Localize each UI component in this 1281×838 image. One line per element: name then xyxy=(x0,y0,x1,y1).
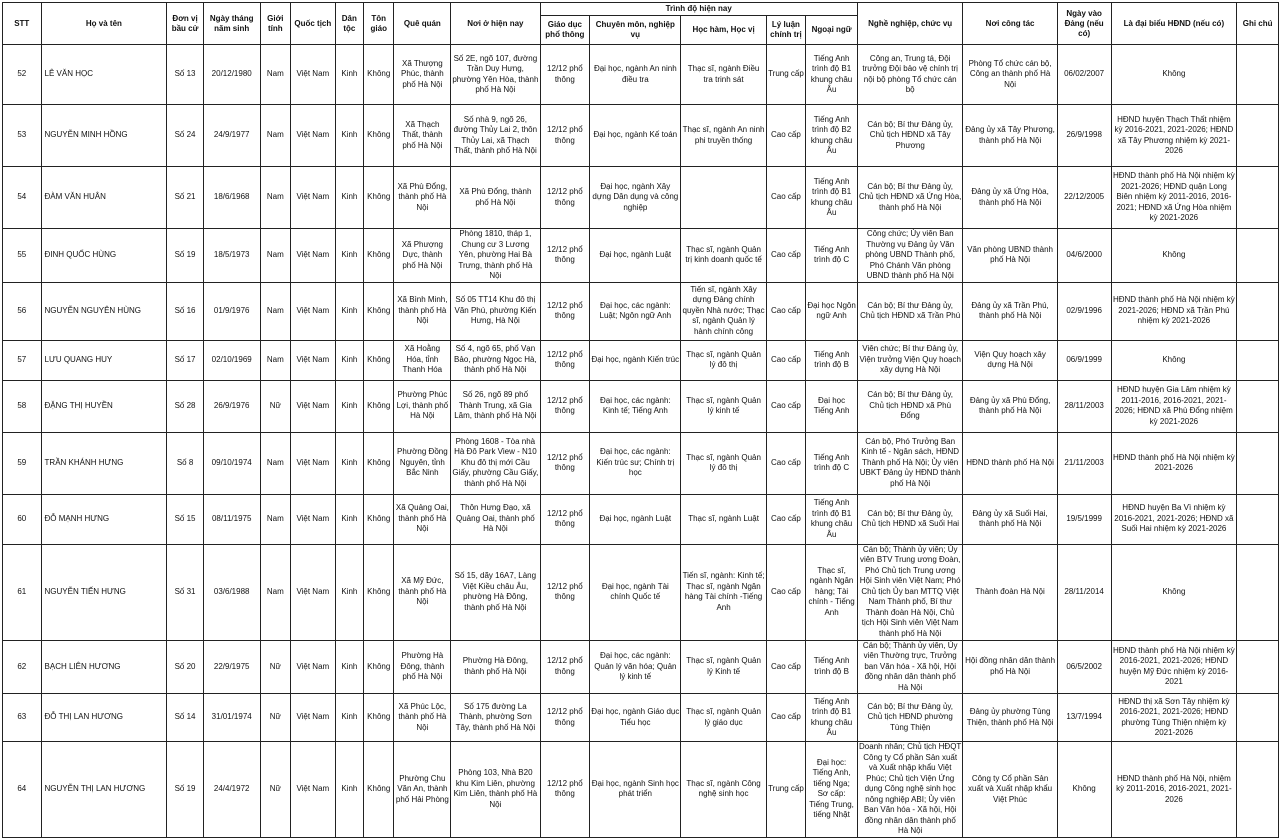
cell-party: 04/6/2000 xyxy=(1057,229,1111,283)
cell-delegate: HĐND huyện Ba Vì nhiệm kỳ 2016-2021, 2021-2026; HĐND xã Suối Hai nhiệm kỳ 2021-2026 xyxy=(1111,494,1237,544)
cell-delegate: Không xyxy=(1111,229,1237,283)
cell-delegate: HĐND huyện Gia Lâm nhiệm kỳ 2011-2016, 2016-2021, 2021-2026; HĐND xã Phù Đổng nhiệm kỳ 2021-2026 xyxy=(1111,380,1237,432)
cell-lang: Đại học: Tiếng Anh, tiếng Nga; Sơ cấp: Tiếng Trung, tiếng Nhật xyxy=(806,742,858,838)
cell-job: Cán bộ; Thành ủy viên, Ủy viên Thường trực, Trưởng ban Văn hóa - Xã hội, Hội đồng nhân dân thành phố Hà Nội xyxy=(857,640,962,694)
cell-religion: Không xyxy=(364,45,394,105)
cell-prof: Đại học, ngành Tài chính Quốc tế xyxy=(590,544,681,640)
cell-stt: 56 xyxy=(3,282,42,340)
cell-nation: Việt Nam xyxy=(291,45,336,105)
header-nation: Quốc tịch xyxy=(291,3,336,45)
cell-note xyxy=(1237,742,1279,838)
cell-edu: 12/12 phổ thông xyxy=(540,640,590,694)
cell-lang: Đại học Ngôn ngữ Anh xyxy=(806,282,858,340)
cell-edu: 12/12 phổ thông xyxy=(540,694,590,742)
table-body xyxy=(3,45,1279,838)
cell-ethnic: Kinh xyxy=(335,544,363,640)
cell-degree: Thạc sĩ, ngành Quản lý Kinh tế xyxy=(681,640,766,694)
cell-dob: 31/01/1974 xyxy=(203,694,260,742)
cell-ethnic: Kinh xyxy=(335,45,363,105)
cell-degree: Thạc sĩ, ngành Quản lý giáo dục xyxy=(681,694,766,742)
cell-residence: Xã Phù Đổng, thành phố Hà Nội xyxy=(451,167,540,229)
cell-job: Cán bộ; Bí thư Đảng ủy, Chủ tịch HĐND phường Tùng Thiện xyxy=(857,694,962,742)
cell-residence: Thôn Hưng Đạo, xã Quảng Oai, thành phố Hà Nội xyxy=(451,494,540,544)
cell-ethnic: Kinh xyxy=(335,282,363,340)
cell-workplace: Đảng ủy phường Tùng Thiện, thành phố Hà Nội xyxy=(963,694,1057,742)
cell-nation: Việt Nam xyxy=(291,340,336,380)
cell-stt: 61 xyxy=(3,544,42,640)
cell-hometown: Xã Bình Minh, thành phố Hà Nội xyxy=(394,282,451,340)
header-religion: Tôn giáo xyxy=(364,3,394,45)
cell-hometown: Xã Hoằng Hóa, tỉnh Thanh Hóa xyxy=(394,340,451,380)
cell-nation: Việt Nam xyxy=(291,380,336,432)
cell-nation: Việt Nam xyxy=(291,544,336,640)
cell-ethnic: Kinh xyxy=(335,167,363,229)
cell-unit: Số 31 xyxy=(167,544,204,640)
cell-dob: 24/4/1972 xyxy=(203,742,260,838)
cell-edu: 12/12 phổ thông xyxy=(540,105,590,167)
cell-job: Công an, Trung tá, Đội trưởng Đội bảo vệ chính trị nội bộ phòng Tổ chức cán bộ xyxy=(857,45,962,105)
cell-delegate: Không xyxy=(1111,340,1237,380)
cell-delegate: HĐND thành phố Hà Nội nhiệm kỳ 2021-2026; HĐND xã Trần Phú nhiệm kỳ 2021-2026 xyxy=(1111,282,1237,340)
cell-politics: Cao cấp xyxy=(766,229,806,283)
cell-job: Doanh nhân; Chủ tịch HĐQT Công ty Cổ phần Sản xuất và Xuất nhập khẩu Việt Phúc; Chủ tịch Viện Ứng dụng Công nghệ sinh học nông nghiệp ABI; Ủy viên Ban Văn hóa - Xã hội, Hội đồng nhân dân thành phố Hà Nội xyxy=(859,742,962,835)
cell-gender: Nam xyxy=(260,340,290,380)
cell-hometown: Xã Quảng Oai, thành phố Hà Nội xyxy=(394,494,451,544)
cell-note xyxy=(1237,380,1279,432)
cell-workplace: Đảng ủy xã Tây Phương, thành phố Hà Nội xyxy=(963,105,1057,167)
cell-stt: 62 xyxy=(3,640,42,694)
cell-name: ĐÀM VĂN HUÂN xyxy=(41,167,167,229)
cell-lang: Tiếng Anh trình độ B xyxy=(806,340,858,380)
cell-politics: Trung cấp xyxy=(766,45,806,105)
cell-edu: 12/12 phổ thông xyxy=(540,282,590,340)
cell-dob: 22/9/1975 xyxy=(203,640,260,694)
cell-gender: Nữ xyxy=(260,694,290,742)
cell-job: Cán bộ; Bí thư Đảng ủy, Chủ tịch HĐND xã Tây Phương xyxy=(857,105,962,167)
cell-name: NGUYỄN NGUYÊN HÙNG xyxy=(41,282,167,340)
cell-residence: Phòng 1608 - Tòa nhà Hà Đô Park View - N10 Khu đô thị mới Cầu Giấy, phường Cầu Giấy, thành phố Hà Nội xyxy=(451,432,540,494)
cell-lang: Tiếng Anh trình độ B1 khung châu Âu xyxy=(806,694,858,742)
header-note: Ghi chú xyxy=(1237,3,1279,45)
cell-name: LÊ VĂN HỌC xyxy=(41,45,167,105)
cell-delegate: HĐND thị xã Sơn Tây nhiệm kỳ 2016-2021, 2021-2026; HĐND phường Tùng Thiện nhiệm kỳ 2021-2026 xyxy=(1111,694,1237,742)
header-residence: Nơi ở hiện nay xyxy=(451,3,540,45)
cell-ethnic: Kinh xyxy=(335,380,363,432)
header-gender: Giới tính xyxy=(260,3,290,45)
cell-edu: 12/12 phổ thông xyxy=(540,380,590,432)
cell-workplace: Hội đồng nhân dân thành phố Hà Nội xyxy=(963,640,1057,694)
cell-lang: Tiếng Anh trình độ B1 khung châu Âu xyxy=(806,494,858,544)
cell-nation: Việt Nam xyxy=(291,640,336,694)
cell-note xyxy=(1237,694,1279,742)
table-row xyxy=(3,380,1279,432)
cell-politics: Cao cấp xyxy=(766,694,806,742)
cell-religion: Không xyxy=(364,340,394,380)
cell-prof: Đại học, ngành Kiến trúc xyxy=(590,340,681,380)
table-header xyxy=(3,3,1279,45)
cell-residence: Số 15, dãy 16A7, Làng Việt Kiều châu Âu, phường Hà Đông, thành phố Hà Nội xyxy=(451,544,540,640)
cell-lang: Thạc sĩ, ngành Ngân hàng; Tài chính - Tiếng Anh xyxy=(806,544,858,640)
cell-lang: Đại học Tiếng Anh xyxy=(806,380,858,432)
cell-party: 26/9/1998 xyxy=(1057,105,1111,167)
cell-edu: 12/12 phổ thông xyxy=(540,544,590,640)
table-row xyxy=(3,340,1279,380)
cell-party: 06/9/1999 xyxy=(1057,340,1111,380)
cell-name: ĐỖ THỊ LAN HƯƠNG xyxy=(41,694,167,742)
cell-unit: Số 17 xyxy=(167,340,204,380)
cell-politics: Trung cấp xyxy=(766,742,806,838)
cell-residence: Số 175 đường La Thành, phường Sơn Tây, thành phố Hà Nội xyxy=(451,694,540,742)
cell-residence: Phường Hà Đông, thành phố Hà Nội xyxy=(451,640,540,694)
cell-note xyxy=(1237,229,1279,283)
cell-edu: 12/12 phổ thông xyxy=(540,45,590,105)
header-job: Nghề nghiệp, chức vụ xyxy=(857,3,962,45)
table-row xyxy=(3,742,1279,838)
cell-politics: Cao cấp xyxy=(766,167,806,229)
cell-delegate: HĐND thành phố Hà Nội, nhiệm kỳ 2011-2016, 2016-2021, 2021-2026 xyxy=(1111,742,1237,838)
cell-politics: Cao cấp xyxy=(766,544,806,640)
cell-gender: Nam xyxy=(260,282,290,340)
cell-workplace: Phòng Tổ chức cán bộ, Công an thành phố Hà Nội xyxy=(963,45,1057,105)
cell-note xyxy=(1237,640,1279,694)
table-row xyxy=(3,282,1279,340)
cell-hometown: Xã Mỹ Đức, thành phố Hà Nội xyxy=(394,544,451,640)
cell-unit: Số 20 xyxy=(167,640,204,694)
cell-unit: Số 13 xyxy=(167,45,204,105)
cell-dob: 24/9/1977 xyxy=(203,105,260,167)
cell-prof: Đại học, ngành Sinh học phát triển xyxy=(590,742,681,838)
cell-edu: 12/12 phổ thông xyxy=(540,229,590,283)
cell-residence: Phòng 103, Nhà B20 khu Kim Liên, phường Kim Liên, thành phố Hà Nội xyxy=(451,742,540,838)
cell-dob: 20/12/1980 xyxy=(203,45,260,105)
cell-politics: Cao cấp xyxy=(766,494,806,544)
table-row xyxy=(3,105,1279,167)
cell-religion: Không xyxy=(364,432,394,494)
cell-hometown: Xã Phù Đổng, thành phố Hà Nội xyxy=(394,167,451,229)
header-edu: Giáo dục phổ thông xyxy=(540,16,590,45)
cell-dob: 02/10/1969 xyxy=(203,340,260,380)
cell-hometown: Xã Phúc Lộc, thành phố Hà Nội xyxy=(394,694,451,742)
cell-stt: 59 xyxy=(3,432,42,494)
cell-politics: Cao cấp xyxy=(766,640,806,694)
cell-gender: Nam xyxy=(260,229,290,283)
cell-workplace: Công ty Cổ phần Sản xuất và Xuất nhập khẩu Việt Phúc xyxy=(963,742,1057,838)
cell-stt: 57 xyxy=(3,340,42,380)
cell-party: 22/12/2005 xyxy=(1057,167,1111,229)
cell-prof: Đại học, ngành Luật xyxy=(590,494,681,544)
cell-note xyxy=(1237,340,1279,380)
cell-stt: 55 xyxy=(3,229,42,283)
cell-note xyxy=(1237,544,1279,640)
cell-name: LƯU QUANG HUY xyxy=(41,340,167,380)
header-degree: Học hàm, Học vị xyxy=(681,16,766,45)
cell-prof: Đại học, ngành Giáo dục Tiểu học xyxy=(590,694,681,742)
cell-prof: Đại học, các ngành: Kinh tế; Tiếng Anh xyxy=(590,380,681,432)
cell-dob: 03/6/1988 xyxy=(203,544,260,640)
cell-gender: Nam xyxy=(260,167,290,229)
cell-gender: Nam xyxy=(260,432,290,494)
table-row xyxy=(3,694,1279,742)
cell-stt: 63 xyxy=(3,694,42,742)
cell-note xyxy=(1237,494,1279,544)
cell-residence: Số 05 TT14 Khu đô thị Văn Phú, phường Kiến Hưng, Hà Nội xyxy=(451,282,540,340)
cell-politics: Cao cấp xyxy=(766,432,806,494)
cell-stt: 58 xyxy=(3,380,42,432)
cell-unit: Số 24 xyxy=(167,105,204,167)
cell-prof: Đại học, các ngành: Quản lý văn hóa; Quản lý kinh tế xyxy=(590,640,681,694)
cell-religion: Không xyxy=(364,105,394,167)
cell-politics: Cao cấp xyxy=(766,105,806,167)
header-dob: Ngày tháng năm sinh xyxy=(203,3,260,45)
cell-prof: Đại học, các ngành: Luật; Ngôn ngữ Anh xyxy=(590,282,681,340)
table-row xyxy=(3,640,1279,694)
cell-party: 28/11/2003 xyxy=(1057,380,1111,432)
cell-religion: Không xyxy=(364,380,394,432)
cell-hometown: Phường Đồng Nguyên, tỉnh Bắc Ninh xyxy=(394,432,451,494)
cell-note xyxy=(1237,167,1279,229)
cell-party: 21/11/2003 xyxy=(1057,432,1111,494)
cell-ethnic: Kinh xyxy=(335,229,363,283)
cell-name: ĐỖ MẠNH HƯNG xyxy=(41,494,167,544)
cell-unit: Số 19 xyxy=(167,229,204,283)
cell-workplace: HĐND thành phố Hà Nội xyxy=(963,432,1057,494)
cell-unit: Số 28 xyxy=(167,380,204,432)
cell-delegate: HĐND thành phố Hà Nội nhiệm kỳ 2021-2026; HĐND quận Long Biên nhiệm kỳ 2011-2016, 2016-2021; HĐND xã Ứng Hòa nhiệm kỳ 2021-2026 xyxy=(1111,167,1237,229)
cell-degree: Thạc sĩ, ngành Công nghệ sinh học xyxy=(681,742,766,838)
header-name: Họ và tên xyxy=(41,3,167,45)
cell-dob: 08/11/1975 xyxy=(203,494,260,544)
cell-politics: Cao cấp xyxy=(766,282,806,340)
cell-unit: Số 14 xyxy=(167,694,204,742)
cell-gender: Nữ xyxy=(260,380,290,432)
cell-name: ĐINH QUỐC HÙNG xyxy=(41,229,167,283)
cell-residence: Số nhà 9, ngõ 26, đường Thủy Lai 2, thôn Thủy Lai, xã Thạch Thất, thành phố Hà Nội xyxy=(451,105,540,167)
header-unit: Đơn vị bầu cử xyxy=(167,3,204,45)
cell-prof: Đại học, các ngành: Kiến trúc sư; Chính trị học xyxy=(590,432,681,494)
cell-residence: Số 4, ngõ 65, phố Vạn Bảo, phường Ngọc Hà, thành phố Hà Nội xyxy=(451,340,540,380)
header-ethnic: Dân tộc xyxy=(335,3,363,45)
cell-unit: Số 8 xyxy=(167,432,204,494)
cell-workplace: Thành đoàn Hà Nội xyxy=(963,544,1057,640)
cell-residence: Phòng 1810, tháp 1, Chung cư 3 Lương Yên, phường Hai Bà Trưng, thành phố Hà Nội xyxy=(451,229,540,283)
table-row xyxy=(3,167,1279,229)
cell-ethnic: Kinh xyxy=(335,340,363,380)
cell-religion: Không xyxy=(364,229,394,283)
cell-party: Không xyxy=(1057,742,1111,838)
cell-workplace: Đảng ủy xã Ứng Hòa, thành phố Hà Nội xyxy=(963,167,1057,229)
cell-ethnic: Kinh xyxy=(335,694,363,742)
header-level-group: Trình độ hiện nay xyxy=(540,3,857,16)
header-workplace: Nơi công tác xyxy=(963,3,1057,45)
cell-unit: Số 16 xyxy=(167,282,204,340)
cell-nation: Việt Nam xyxy=(291,432,336,494)
cell-name: NGUYỄN MINH HỒNG xyxy=(41,105,167,167)
cell-note xyxy=(1237,432,1279,494)
cell-job: Cán bộ; Thành ủy viên; Ủy viên BTV Trung ương Đoàn, Phó Chủ tịch Trung ương Hội Sinh viên Việt Nam; Phó Chủ tịch Ủy ban MTTQ Việt Nam Thành phố, Bí thư Thành đoàn Hà Nội, Chủ tịch Hội Sinh viên Việt Nam thành phố Hà Nội xyxy=(857,544,962,640)
cell-workplace: Đảng ủy xã Suối Hai, thành phố Hà Nội xyxy=(963,494,1057,544)
cell-delegate: HĐND huyện Thạch Thất nhiệm kỳ 2016-2021, 2021-2026; HĐND xã Tây Phương nhiệm kỳ 2021-2026 xyxy=(1111,105,1237,167)
cell-religion: Không xyxy=(364,494,394,544)
cell-stt: 52 xyxy=(3,45,42,105)
cell-note xyxy=(1237,282,1279,340)
cell-degree: Thạc sĩ, ngành Quản lý đô thị xyxy=(681,432,766,494)
cell-religion: Không xyxy=(364,742,394,838)
cell-residence: Số 26, ngõ 89 phố Thành Trung, xã Gia Lâm, thành phố Hà Nội xyxy=(451,380,540,432)
cell-stt: 64 xyxy=(3,742,42,838)
cell-unit: Số 21 xyxy=(167,167,204,229)
cell-hometown: Xã Thượng Phúc, thành phố Hà Nội xyxy=(394,45,451,105)
table-row xyxy=(3,229,1279,283)
table-row xyxy=(3,544,1279,640)
cell-ethnic: Kinh xyxy=(335,494,363,544)
cell-party: 13/7/1994 xyxy=(1057,694,1111,742)
cell-ethnic: Kinh xyxy=(335,742,363,838)
cell-unit: Số 15 xyxy=(167,494,204,544)
header-stt: STT xyxy=(3,3,42,45)
header-prof: Chuyên môn, nghiệp vụ xyxy=(590,16,681,45)
cell-politics: Cao cấp xyxy=(766,380,806,432)
cell-name: TRẦN KHÁNH HƯNG xyxy=(41,432,167,494)
cell-edu: 12/12 phổ thông xyxy=(540,340,590,380)
cell-lang: Tiếng Anh trình độ B1 khung châu Âu xyxy=(806,167,858,229)
cell-workplace: Đảng ủy xã Trần Phú, thành phố Hà Nội xyxy=(963,282,1057,340)
cell-edu: 12/12 phổ thông xyxy=(540,167,590,229)
cell-gender: Nam xyxy=(260,494,290,544)
cell-hometown: Xã Thạch Thất, thành phố Hà Nội xyxy=(394,105,451,167)
cell-nation: Việt Nam xyxy=(291,494,336,544)
cell-delegate: HĐND thành phố Hà Nội nhiệm kỳ 2016-2021, 2021-2026; HĐND huyện Mỹ Đức nhiệm kỳ 2016-2021 xyxy=(1111,640,1237,694)
cell-religion: Không xyxy=(364,544,394,640)
cell-degree: Thạc sĩ, ngành Luật xyxy=(681,494,766,544)
cell-prof: Đại học, ngành Luật xyxy=(590,229,681,283)
cell-job: Cán bộ; Bí thư Đảng ủy, Chủ tịch HĐND xã Phù Đổng xyxy=(857,380,962,432)
cell-degree: Thạc sĩ, ngành Quản lý đô thị xyxy=(681,340,766,380)
cell-job: Cán bộ; Bí thư Đảng ủy, Chủ tịch HĐND xã Ứng Hòa, thành phố Hà Nội xyxy=(857,167,962,229)
cell-gender: Nữ xyxy=(260,640,290,694)
cell-gender: Nam xyxy=(260,45,290,105)
cell-job: Viên chức; Bí thư Đảng ủy, Viện trưởng Viện Quy hoạch xây dựng Hà Nội xyxy=(857,340,962,380)
cell-party: 06/5/2002 xyxy=(1057,640,1111,694)
cell-delegate: Không xyxy=(1111,45,1237,105)
cell-edu: 12/12 phổ thông xyxy=(540,432,590,494)
cell-unit: Số 19 xyxy=(167,742,204,838)
cell-lang: Tiếng Anh trình độ B1 khung châu Âu xyxy=(806,45,858,105)
cell-degree: Thạc sĩ, ngành An ninh phi truyền thống xyxy=(681,105,766,167)
cell-gender: Nam xyxy=(260,544,290,640)
cell-hometown: Phường Chu Văn An, thành phố Hải Phòng xyxy=(394,742,451,838)
cell-dob: 18/6/1968 xyxy=(203,167,260,229)
cell-dob: 01/9/1976 xyxy=(203,282,260,340)
header-hometown: Quê quán xyxy=(394,3,451,45)
cell-residence: Số 2E, ngõ 107, đường Trần Duy Hưng, phường Yên Hòa, thành phố Hà Nội xyxy=(451,45,540,105)
cell-lang: Tiếng Anh trình độ C xyxy=(806,432,858,494)
cell-dob: 09/10/1974 xyxy=(203,432,260,494)
cell-dob: 26/9/1976 xyxy=(203,380,260,432)
cell-ethnic: Kinh xyxy=(335,432,363,494)
cell-stt: 54 xyxy=(3,167,42,229)
cell-hometown: Phường Hà Đông, thành phố Hà Nội xyxy=(394,640,451,694)
cell-prof: Đại học, ngành An ninh điều tra xyxy=(590,45,681,105)
cell-lang: Tiếng Anh trình độ B2 khung châu Âu xyxy=(806,105,858,167)
cell-lang: Tiếng Anh trình độ B xyxy=(806,640,858,694)
cell-degree: Thạc sĩ, ngành Điều tra trinh sát xyxy=(681,45,766,105)
cell-stt: 53 xyxy=(3,105,42,167)
cell-nation: Việt Nam xyxy=(291,229,336,283)
cell-edu: 12/12 phổ thông xyxy=(540,494,590,544)
cell-ethnic: Kinh xyxy=(335,640,363,694)
cell-workplace: Viện Quy hoạch xây dựng Hà Nội xyxy=(963,340,1057,380)
cell-party: 06/02/2007 xyxy=(1057,45,1111,105)
cell-name: ĐẶNG THỊ HUYỀN xyxy=(41,380,167,432)
cell-hometown: Xã Phượng Dực, thành phố Hà Nội xyxy=(394,229,451,283)
cell-degree xyxy=(681,167,766,229)
header-party: Ngày vào Đảng (nếu có) xyxy=(1057,3,1111,45)
cell-degree: Tiến sĩ, ngành: Kinh tế; Thạc sĩ, ngành Ngân hàng Tài chính -Tiếng Anh xyxy=(681,544,766,640)
cell-delegate: Không xyxy=(1111,544,1237,640)
cell-hometown: Phường Phúc Lợi, thành phố Hà Nội xyxy=(394,380,451,432)
header-lang: Ngoại ngữ xyxy=(806,16,858,45)
cell-religion: Không xyxy=(364,640,394,694)
cell-prof: Đại học, ngành Xây dựng Dân dụng và công nghiệp xyxy=(590,167,681,229)
cell-job: Cán bộ; Bí thư Đảng ủy, Chủ tịch HĐND xã Trần Phú xyxy=(857,282,962,340)
cell-workplace: Đảng ủy xã Phù Đổng, thành phố Hà Nội xyxy=(963,380,1057,432)
cell-delegate: HĐND thành phố Hà Nội nhiệm kỳ 2021-2026 xyxy=(1111,432,1237,494)
cell-religion: Không xyxy=(364,167,394,229)
cell-gender: Nam xyxy=(260,105,290,167)
cell-note xyxy=(1237,105,1279,167)
table-row xyxy=(3,45,1279,105)
cell-politics: Cao cấp xyxy=(766,340,806,380)
cell-religion: Không xyxy=(364,694,394,742)
cell-party: 02/9/1996 xyxy=(1057,282,1111,340)
cell-degree: Thạc sĩ, ngành Quản lý kinh tế xyxy=(681,380,766,432)
table-row xyxy=(3,494,1279,544)
cell-ethnic: Kinh xyxy=(335,105,363,167)
cell-lang: Tiếng Anh trình độ C xyxy=(806,229,858,283)
header-delegate: Là đại biểu HĐND (nếu có) xyxy=(1111,3,1237,45)
cell-degree: Tiến sĩ, ngành Xây dựng Đảng chính quyền Nhà nước; Thạc sĩ, ngành Quản lý hành chính công xyxy=(681,282,766,340)
cell-nation: Việt Nam xyxy=(291,167,336,229)
cell-party: 28/11/2014 xyxy=(1057,544,1111,640)
cell-party: 19/5/1999 xyxy=(1057,494,1111,544)
cell-name: BẠCH LIÊN HƯƠNG xyxy=(41,640,167,694)
cell-edu: 12/12 phổ thông xyxy=(540,742,590,838)
candidate-table xyxy=(2,2,1279,838)
cell-nation: Việt Nam xyxy=(291,694,336,742)
cell-job: Cán bộ, Phó Trưởng Ban Kinh tế - Ngân sách, HĐND Thành phố Hà Nội; Ủy viên UBKT Đảng ủy HĐND thành phố Hà Nội xyxy=(857,432,962,494)
cell-job: Công chức; Ủy viên Ban Thường vụ Đảng ủy Văn phòng UBND Thành phố, Phó Chánh Văn phòng UBND thành phố Hà Nội xyxy=(857,229,962,283)
candidate-list-document xyxy=(2,2,1279,838)
table-row xyxy=(3,432,1279,494)
cell-job: Cán bộ; Bí thư Đảng ủy, Chủ tịch HĐND xã Suối Hai xyxy=(857,494,962,544)
header-politics: Lý luận chính trị xyxy=(766,16,806,45)
cell-gender: Nữ xyxy=(260,742,290,838)
cell-nation: Việt Nam xyxy=(291,282,336,340)
cell-name: NGUYỄN THỊ LAN HƯƠNG xyxy=(41,742,167,838)
cell-prof: Đại học, ngành Kế toán xyxy=(590,105,681,167)
cell-nation: Việt Nam xyxy=(291,742,336,838)
cell-name: NGUYỄN TIẾN HƯNG xyxy=(41,544,167,640)
cell-stt: 60 xyxy=(3,494,42,544)
cell-nation: Việt Nam xyxy=(291,105,336,167)
cell-religion: Không xyxy=(364,282,394,340)
cell-note xyxy=(1237,45,1279,105)
cell-degree: Thạc sĩ, ngành Quản trị kinh doanh quốc tế xyxy=(681,229,766,283)
cell-dob: 18/5/1973 xyxy=(203,229,260,283)
cell-workplace: Văn phòng UBND thành phố Hà Nội xyxy=(963,229,1057,283)
